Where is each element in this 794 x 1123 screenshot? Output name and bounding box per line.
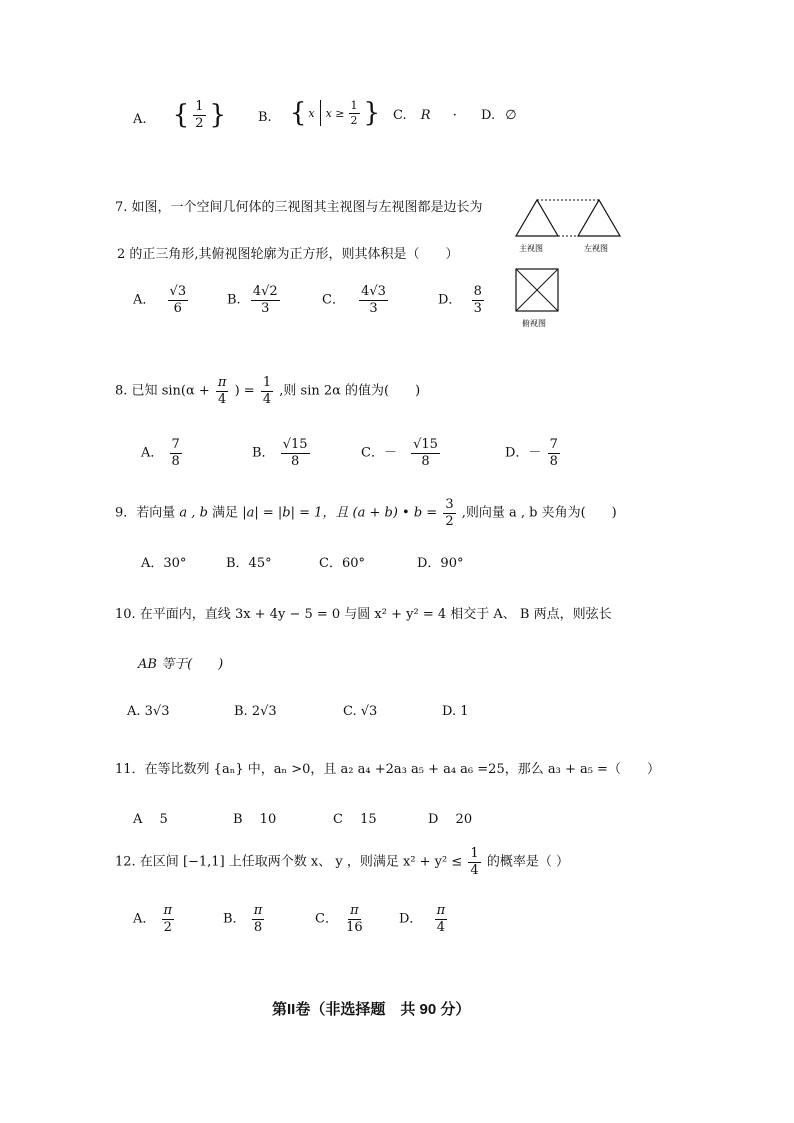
q10-question-line2: AB 等于( ) <box>138 657 224 672</box>
fraction-denominator: 4 <box>218 391 227 407</box>
left-view-label: 左视图 <box>584 244 608 253</box>
fraction-denominator: 2 <box>445 513 454 529</box>
fraction-denominator: 6 <box>173 300 182 316</box>
fraction-denominator: 4 <box>470 862 479 878</box>
option-label: D. <box>481 108 496 123</box>
left-view-triangle <box>578 200 620 236</box>
fraction-denominator: 3 <box>369 300 378 316</box>
option-label: C． <box>322 292 345 308</box>
q11-option-c: C 15 <box>333 812 377 827</box>
set-expression: { $\frac{1}{2}$ } <box>172 99 227 131</box>
fraction-numerator: 1 <box>195 99 204 114</box>
option-label: A. <box>133 112 147 128</box>
question-prefix: 8. 已知 <box>115 383 158 399</box>
fraction-denominator: 8 <box>290 453 300 469</box>
q11-question: 11．在等比数列 {aₙ} 中，aₙ >0，且 a₂ a₄ +2a₃ a₅ + a₄ a₆ =25，那么 a₃ + a₅ =（ ） <box>115 762 660 777</box>
q10-option-d: D. 1 <box>442 704 469 719</box>
option-label: A． <box>133 911 156 927</box>
fraction-denominator: 3 <box>261 300 270 316</box>
top-view-label: 俯视图 <box>522 319 546 328</box>
fraction-denominator: 4 <box>436 919 445 935</box>
q6-option-b <box>258 98 381 129</box>
fraction-numerator: π <box>350 903 359 918</box>
question-suffix: ,则 sin 2α 的值为( ) <box>279 383 421 399</box>
q12-option-b <box>223 904 266 934</box>
q11-option-a: A 5 <box>133 812 168 827</box>
question-mid: 满足 <box>212 505 239 521</box>
option-value: ∅ <box>505 108 517 123</box>
q8-option-b <box>252 438 312 468</box>
fraction-numerator: π <box>163 903 173 918</box>
expression-part: sin(α + <box>161 383 210 399</box>
fraction-numerator: 1 <box>262 375 272 390</box>
fraction-denominator: 8 <box>253 919 263 935</box>
q6-option-c <box>393 108 457 123</box>
q6-option-d <box>481 108 517 123</box>
question-suffix: ,则向量 a , b 夹角为( ) <box>461 505 617 521</box>
q7-question-line2: 2 的正三角形,其俯视图轮廓为正方形，则其体积是（ ） <box>117 247 459 262</box>
set-expression: { x x ≥ $\frac{1}{2}$ } <box>289 98 381 129</box>
fraction-numerator: 3 <box>445 497 454 512</box>
question-prefix: 12. 在区间 [−1,1] 上任取两个数 x、 y ，则满足 x² + y² ≤ <box>115 854 463 870</box>
option-label: D． <box>399 911 423 927</box>
fraction-numerator: π <box>217 375 227 390</box>
fraction-denominator: 16 <box>346 919 363 935</box>
q10-option-c: C. √3 <box>343 704 378 719</box>
set-variable: x <box>308 106 315 120</box>
q7-option-d <box>438 285 486 315</box>
q9-question <box>115 498 617 528</box>
question-suffix: 的概率是（ ） <box>486 854 569 870</box>
three-views-figure <box>508 195 648 335</box>
option-label: A． <box>133 292 156 308</box>
question-prefix: 9．若向量 <box>115 505 176 521</box>
q7-question-line1: 7. 如图，一个空间几何体的三视图其主视图与左视图都是边长为 <box>115 200 483 215</box>
fraction-numerator: √15 <box>282 437 308 452</box>
expression-part: ) = <box>234 383 255 399</box>
q7-option-a <box>133 285 190 315</box>
option-label: D． <box>438 292 462 308</box>
fraction-numerator: 4√2 <box>252 284 278 299</box>
fraction-numerator: π <box>253 903 263 918</box>
q11-option-b: B 10 <box>233 812 277 827</box>
fraction-numerator: 4√3 <box>361 284 386 299</box>
fraction-numerator: 1 <box>470 846 479 861</box>
q8-question <box>115 376 420 406</box>
q10-option-a: A. 3√3 <box>127 704 170 719</box>
q11-option-d: D 20 <box>428 812 473 827</box>
q7-option-b <box>227 285 282 315</box>
fraction-numerator: 1 <box>350 99 358 112</box>
option-label: C． <box>315 911 338 927</box>
q9-option-c: C．60° <box>319 556 365 571</box>
option-value: R <box>420 108 431 123</box>
q9-option-d: D．90° <box>417 556 464 571</box>
fraction-numerator: 8 <box>473 284 482 299</box>
q9-option-a: A．30° <box>141 556 187 571</box>
vector-names: a , b <box>179 505 208 521</box>
fraction-denominator: 8 <box>171 453 180 469</box>
option-label: C．－ <box>361 445 397 461</box>
option-label: D．－ <box>505 445 542 461</box>
dot-mark: · <box>452 108 457 123</box>
q8-option-a <box>141 438 184 468</box>
front-view-triangle <box>516 200 558 236</box>
vector-condition: |a| = |b| = 1，且 (a + b) • b = <box>242 505 438 521</box>
fraction-numerator: √3 <box>169 284 187 299</box>
q10-option-b: B. 2√3 <box>234 704 277 719</box>
option-label: B. <box>227 292 241 308</box>
fraction-denominator: 4 <box>262 391 272 407</box>
fraction-denominator: 8 <box>549 453 558 469</box>
fraction-numerator: 7 <box>549 437 558 452</box>
fraction-numerator: π <box>436 903 446 918</box>
q8-option-c <box>361 438 442 468</box>
option-label: A． <box>141 445 164 461</box>
q7-option-c <box>322 285 390 315</box>
q6-option-a <box>133 100 226 130</box>
q12-option-c <box>315 904 367 934</box>
q12-question <box>115 847 569 877</box>
set-condition: x ≥ <box>325 106 345 120</box>
option-label: B. <box>258 110 272 126</box>
fraction-denominator: 8 <box>421 453 430 469</box>
q9-option-b: B．45° <box>226 556 272 571</box>
fraction-numerator: √15 <box>413 437 438 452</box>
q12-option-d <box>399 904 449 934</box>
fraction-denominator: 3 <box>473 300 482 316</box>
q10-question-line1: 10. 在平面内，直线 3x + 4y − 5 = 0 与圆 x² + y² = 4 相交于 A、 B 两点，则弦长 <box>115 607 612 622</box>
q8-option-d <box>505 438 562 468</box>
option-label: B． <box>223 911 246 927</box>
fraction-denominator: 2 <box>195 115 204 131</box>
option-label: C. <box>393 108 407 123</box>
fraction-denominator: 2 <box>163 919 172 935</box>
front-view-label: 主视图 <box>519 244 543 253</box>
fraction-denominator: 2 <box>350 113 358 127</box>
q12-option-a <box>133 904 176 934</box>
option-label: B． <box>252 445 275 461</box>
section-title: 第II卷（非选择题 共 90 分） <box>272 1001 471 1018</box>
fraction-numerator: 7 <box>171 437 180 452</box>
